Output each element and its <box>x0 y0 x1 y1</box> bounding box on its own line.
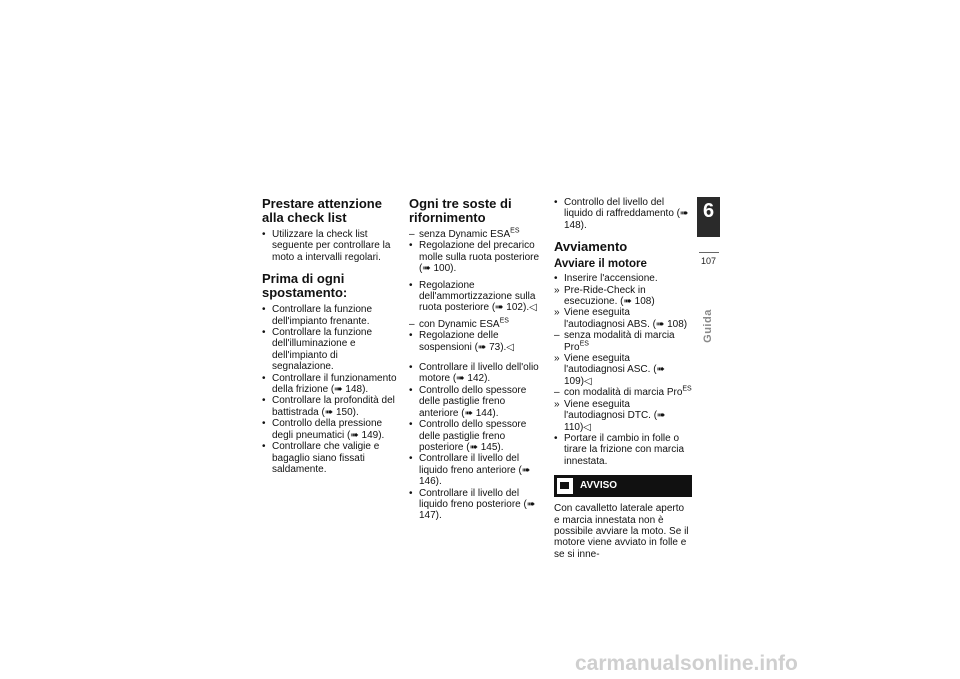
list-start-steps <box>554 273 692 467</box>
condition-item: – con modalità di marcia Pro$^{ES}$ <box>554 385 692 399</box>
list-item: • Utilizzare la check list seguente per controllare la moto a intervalli regolari. <box>262 229 391 263</box>
result-item: » Viene eseguita l'autodiagnosi ABS. (➠ 108) <box>554 307 688 330</box>
condition-item: – con Dynamic $ESA^{ES}$ <box>409 317 509 330</box>
list-item: • Controllo della pressione degli pneumatici (➠ 149). <box>262 418 385 441</box>
es-mark: ES <box>682 385 692 393</box>
page-number: 107 <box>700 256 717 266</box>
section-label-text: Guida <box>702 309 714 343</box>
list-item: • Controllare la funzione dell'impianto frenante. <box>262 304 373 327</box>
warning-label: AVVISO <box>580 480 618 492</box>
condition-item: – senza Dynamic $ESA^{ES}$ <box>409 227 520 240</box>
list-checks <box>409 362 547 522</box>
list-before-ride <box>262 304 400 475</box>
subheading-start-engine: Avviare il motore <box>554 258 647 271</box>
list-esa <box>409 229 547 353</box>
list-intro <box>262 229 400 263</box>
list-item: • Controllo dello spessore delle pastiglie freno posteriore (➠ 145). <box>409 419 527 453</box>
column-1 <box>262 197 400 475</box>
list-item: • Regolazione dell'ammortizzazione sulla ruota posteriore (➠ 102).◁ <box>409 279 537 314</box>
column-2 <box>409 197 547 522</box>
watermark: carmanualsonline.info <box>575 652 798 675</box>
es-mark: ES <box>510 227 520 235</box>
list-item: • Controllo dello spessore delle pastiglie freno anteriore (➠ 144). <box>409 384 527 419</box>
es-mark: ES <box>579 340 589 348</box>
list-cooling <box>554 197 692 231</box>
heading-refuel: Ogni tre soste di rifornimento <box>409 196 512 225</box>
step-item: • Inserire l'accensione. <box>554 273 658 285</box>
result-item: » Viene eseguita l'autodiagnosi DTC. (➠ 110)◁ <box>554 398 666 433</box>
warning-box <box>554 475 692 497</box>
result-item: » Pre-Ride-Check in esecuzione. (➠ 108) <box>554 284 655 308</box>
section-label <box>696 300 720 360</box>
list-item: • Controllare il funzionamento della frizione (➠ 148). <box>262 372 397 396</box>
list-item: • Controllare che valigie e bagaglio siano fissati saldamente. <box>262 441 380 475</box>
heading-before-ride: Prima di ogni spostamento: <box>262 271 348 301</box>
list-item: • Controllo del livello del liquido di raffreddamento (➠ 148). <box>554 197 689 231</box>
list-item: • Regolazione del precarico molle sulla ruota posteriore (➠ 100). <box>409 240 540 275</box>
es-mark: ES <box>499 317 509 325</box>
list-item: • Controllare il livello dell'olio motore (➠ 142). <box>409 362 539 385</box>
list-item: • Controllare la funzione dell'illuminazione e dell'impianto di segnalazione. <box>262 327 373 373</box>
heading-start: Avviamento <box>554 239 628 255</box>
warning-text: Con cavalletto laterale aperto e marcia innestata non è possibile avviare la moto. Se il motore viene avviato in folle e se si inne- <box>554 503 689 560</box>
warning-icon <box>557 478 573 494</box>
list-item: • Controllare la profondità del battistrada (➠ 150). <box>262 395 395 418</box>
condition-item: – senza modalità di marcia Pro$^{ES}$ <box>554 330 675 353</box>
chapter-number: 6 <box>702 200 715 222</box>
list-item: • Controllare il livello del liquido freno posteriore (➠ 147). <box>409 487 536 522</box>
result-item: » Viene eseguita l'autodiagnosi ASC. (➠ 109)◁ <box>554 353 665 387</box>
list-item: • Regolazione delle sospensioni (➠ 73).◁ <box>409 330 514 353</box>
step-item: • Portare il cambio in folle o tirare la frizione con marcia innestata. <box>554 432 685 467</box>
list-item: • Controllare il livello del liquido freno anteriore (➠ 146). <box>409 453 531 488</box>
column-3 <box>554 197 692 560</box>
heading-checklist: Prestare attenzione alla check list <box>262 196 382 225</box>
divider <box>699 252 719 253</box>
